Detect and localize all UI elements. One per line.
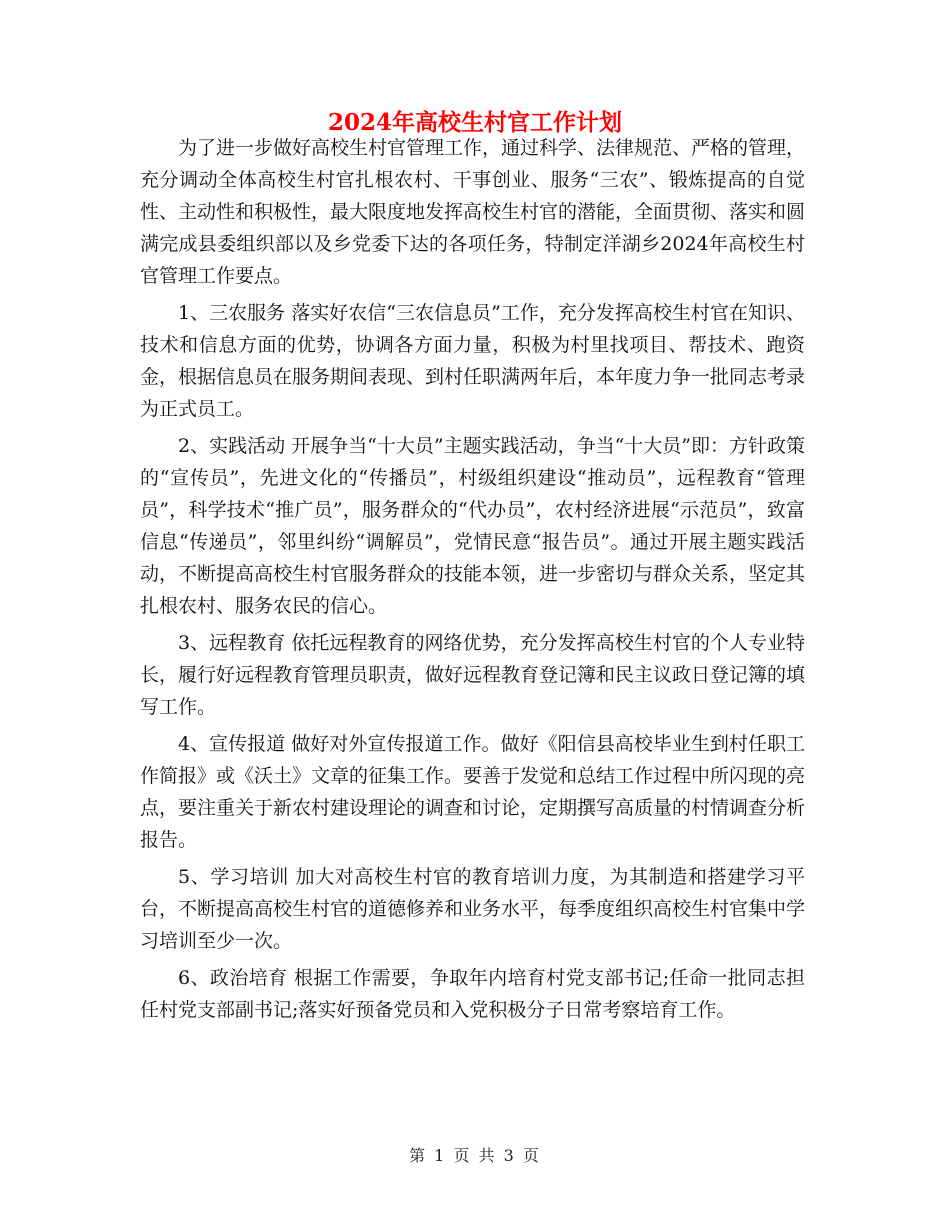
document-title: 2024年高校生村官工作计划 (327, 109, 622, 136)
paragraph-4-publicity: 4、宣传报道 做好对外宣传报道工作。做好《阳信县高校毕业生到村任职工作简报》或《沃土》文章的征集工作。要善于发觉和总结工作过程中所闪现的亮点，要注重关于新农村建设理论的调查和讨论，定期撰写高质量的村情调查分析报告。 (140, 733, 806, 851)
paragraph-1-sannong-service: 1、三农服务 落实好农信“三农信息员”工作，充分发挥高校生村官在知识、技术和信息方面的优势，协调各方面力量，积极为村里找项目、帮技术、跑资金，根据信息员在服务期间表现、到村任职满两年后，本年度力争一批同志考录为正式员工。 (140, 302, 806, 420)
page-number-footer: 第 1 页 共 3 页 (409, 1146, 541, 1165)
paragraph-3-remote-education: 3、远程教育 依托远程教育的网络优势，充分发挥高校生村官的个人专业特长，履行好远程教育管理员职责，做好远程教育登记簿和民主议政日登记簿的填写工作。 (140, 632, 806, 718)
paragraph-5-training: 5、学习培训 加大对高校生村官的教育培训力度，为其制造和搭建学习平台，不断提高高校生村官的道德修养和业务水平，每季度组织高校生村官集中学习培训至少一次。 (140, 866, 806, 952)
intro-paragraph: 为了进一步做好高校生村官管理工作，通过科学、法律规范、严格的管理，充分调动全体高校生村官扎根农村、干事创业、服务“三农”、锻炼提高的自觉性、主动性和积极性，最大限度地发挥高校生村官的潜能，全面贯彻、落实和圆满完成县委组织部以及乡党委下达的各项任务，特制定洋湖乡2024年高校生村官管理工作要点。 (140, 137, 806, 287)
paragraph-6-political-cultivation: 6、政治培育 根据工作需要，争取年内培育村党支部书记;任命一批同志担任村党支部副书记;落实好预备党员和入党积极分子日常考察培育工作。 (140, 967, 805, 1021)
paragraph-2-practice-activity: 2、实践活动 开展争当“十大员”主题实践活动，争当“十大员”即：方针政策的“宣传员”，先进文化的“传播员”，村级组织建设“推动员”，远程教育“管理员”，科学技术“推广员”，服务群众的“代办员”，农村经济进展“示范员”，致富信息“传递员”，邻里纠纷“调解员”，党情民意“报告员”。通过开展主题实践活动，不断提高高校生村官服务群众的技能本领，进一步密切与群众关系，坚定其扎根农村、服务农民的信心。 (140, 435, 806, 617)
document-body (140, 132, 805, 1026)
